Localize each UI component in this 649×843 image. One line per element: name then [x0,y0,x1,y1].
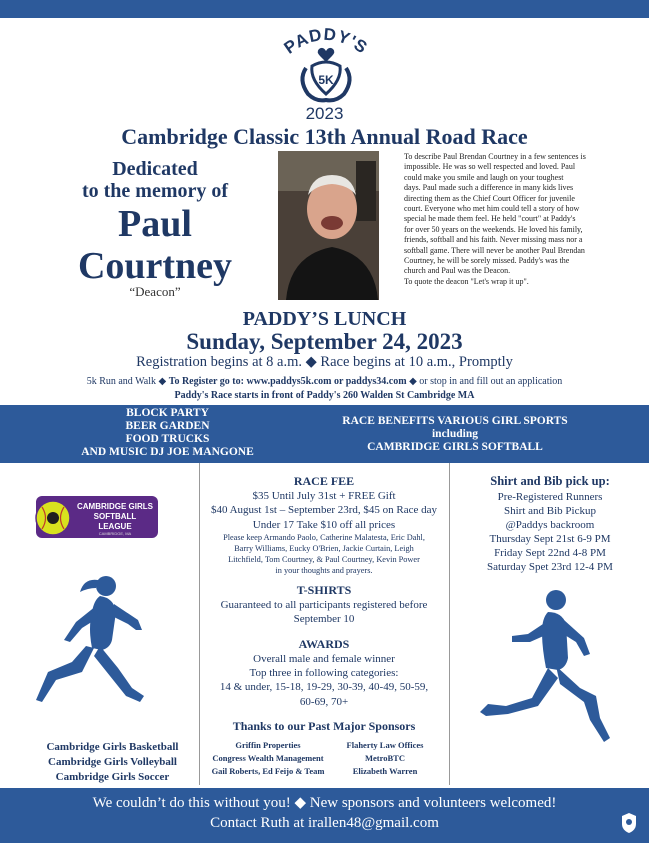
registration-prefix: 5k Run and Walk ◆ [86,376,169,387]
column-divider [449,463,450,785]
sport-item: Cambridge Girls Volleyball [48,756,177,768]
awards-line: 14 & under, 15-18, 19-29, 30-39, 40-49, 50-59, [219,681,429,693]
tshirts-line: Guaranteed to all participants registered before [220,599,428,611]
tshirts-line: September 10 [293,613,355,625]
registration-info [0,376,649,387]
pickup-line: Shirt and Bib Pickup [504,505,596,517]
benefits-text [305,415,605,454]
sponsor-name: Gail Roberts, Ed Feijo & Team [211,766,325,776]
sport-item: Cambridge Girls Basketball [46,741,179,753]
league-name-line1: CAMBRIDGE GIRLS [77,502,153,511]
party-item: AND MUSIC DJ JOE MANGONE [81,446,254,458]
pickup-heading: Shirt and Bib pick up: [490,474,610,488]
bio-line: days. Paul made such a difference in many kids lives [404,183,574,193]
party-item: BLOCK PARTY [126,407,209,419]
bio-line: impossible. He was so well respected and loved. Paul [404,162,576,172]
bio-line: friends, softball and his faith. Never missing mass nor a [404,235,583,245]
honoree-nickname: “Deacon” [129,284,181,299]
dedication-line2: to the memory of [81,180,229,202]
bio-line: for over 50 years on the weekends. He loved his family, [404,224,583,234]
benefits-line: RACE BENEFITS VARIOUS GIRL SPORTS [342,415,568,427]
bio-line: church and Paul was the Deacon. [404,266,511,276]
honoree-first-name: Paul [118,203,192,245]
bio-line: softball game. There will never be another Paul Brendan [404,245,585,255]
logo-badge: 5K [318,73,334,87]
party-item: FOOD TRUCKS [125,433,210,445]
event-year: 2023 [305,104,344,123]
prayers-line: Barry Williams, Eucky O'Brien, Jackie Curtain, Leigh [234,544,414,553]
honoree-bio [404,152,616,287]
league-name-line3: LEAGUE [98,522,132,531]
bio-line: To quote the deacon "Let's wrap it up". [404,276,529,286]
honoree-last-name: Courtney [77,245,233,287]
sponsor-name: Congress Wealth Management [212,753,324,763]
event-times: Registration begins at 8 a.m. ◆ Race begins at 10 a.m., Promptly [136,354,513,370]
footer-contact: Contact Ruth at irallen48@gmail.com [210,815,439,831]
logo-text: PADDY'S [280,24,372,58]
league-name-line2: SOFTBALL [93,512,137,521]
registration-link[interactable]: To Register go to: www.paddys5k.com or paddys34.com [168,376,407,387]
bio-line: To describe Paul Brendan Courtney in a few sentences is [404,152,586,161]
lunch-heading: PADDY’S LUNCH [242,308,407,330]
party-list [60,407,275,459]
prayers-line: in your thoughts and prayers. [275,566,373,575]
bio-line: Courtney, he will be sorely missed. Paddy's was the [404,256,570,266]
benefits-line: including [431,428,479,440]
awards-line: Top three in following categories: [249,667,399,679]
race-fee-line: $40 August 1st – September 23rd, $45 on Race day [210,504,438,516]
female-runner-silhouette [28,568,158,738]
prayers-line: Please keep Armando Paolo, Catherine Malatesta, Eric Dahl, [223,533,425,542]
awards-line: 60-69, 70+ [299,696,349,708]
sponsor-name: Flaherty Law Offices [346,740,424,750]
honoree-photo [278,151,379,300]
pickup-line: Friday Sept 22nd 4-8 PM [494,547,606,559]
benefits-line: CAMBRIDGE GIRLS SOFTBALL [367,441,543,453]
league-location: CAMBRIDGE, MA [98,531,132,536]
awards-heading: AWARDS [298,637,350,651]
sponsor-name: MetroBTC [365,753,405,763]
bio-line: could make you smile and laugh on your toughest [404,172,564,182]
sponsor-name: Elizabeth Warren [352,766,418,776]
pickup-line: @Paddys backroom [505,519,595,531]
race-fee-line: $35 Until July 31st + FREE Gift [252,490,396,502]
prayers-line: Litchfield, Tom Courtney, & Paul Courtney, Kevin Power [228,555,420,564]
registration-suffix: ◆ or stop in and fill out an application [406,376,563,387]
page-title: Cambridge Classic 13th Annual Road Race [121,124,528,149]
race-fee-heading: RACE FEE [293,474,355,488]
union-label-icon [620,812,638,834]
pickup-line: Thursday Sept 21st 6-9 PM [489,533,611,545]
party-item: BEER GARDEN [125,420,210,432]
bio-line: special he made them feel. He held "court" at Paddy's [404,214,576,224]
sport-item: Cambridge Girls Soccer [55,771,170,783]
race-fee-line: Under 17 Take $10 off all prices [252,519,396,531]
start-location: Paddy's Race starts in front of Paddy's 260 Walden St Cambridge MA [174,390,475,401]
awards-line: Overall male and female winner [253,653,395,665]
bio-line: directing them as the Chief Court Officer for juvenile [404,193,575,203]
event-date: Sunday, September 24, 2023 [186,329,463,354]
dedication-line1: Dedicated [112,158,198,180]
male-runner-silhouette [472,588,622,758]
pickup-line: Saturday Spet 23rd 12-4 PM [487,561,613,573]
pickup-line: Pre-Registered Runners [497,491,603,503]
sponsors-heading: Thanks to our Past Major Sponsors [232,719,416,733]
paddys-5k-logo [276,22,376,106]
sponsor-name: Griffin Properties [235,740,301,750]
bio-line: court. Everyone who met him could tell a story of how [404,204,580,214]
tshirts-heading: T-SHIRTS [296,583,352,597]
top-band [0,0,649,18]
softball-icon [34,499,72,537]
column-divider [199,463,200,785]
footer-thanks: We couldn’t do this without you! ◆ New sponsors and volunteers welcomed! [92,795,557,811]
